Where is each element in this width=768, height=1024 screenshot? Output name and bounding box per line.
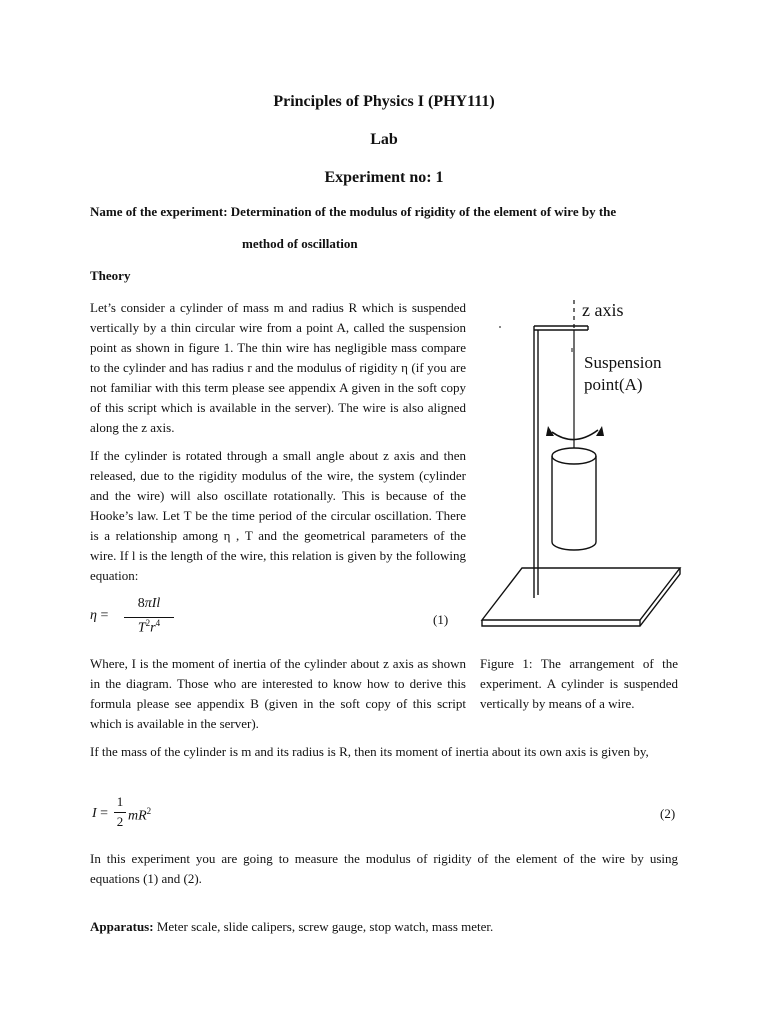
- theory-paragraph-3: Where, I is the moment of inertia of the cylinder about z axis as shown in the diagram. Those who are interested to know how to derive this formula please see appendix B (given in the soft copy of this script which is available in the server).: [90, 656, 466, 731]
- equation-2: I = 1 2 $mR^2$: [92, 794, 152, 829]
- theory-paragraph-2: If the cylinder is rotated through a small angle about z axis and then released, due to the rigidity modulus of the wire, the system (cylinder and the wire) will also oscillate rotationally. This is because of the Hooke’s law. Let T be the time period of the circular oscillation. There is a relationship among η , T and the geometrical parameters of the wire. If l is the length of the wire, this relation is given by the following equation:: [90, 448, 466, 583]
- experiment-name-line2: method of oscillation: [242, 236, 358, 251]
- equation-1: η = 8πIl $T^2r^4$: [90, 596, 210, 640]
- theory-paragraph-4: If the mass of the cylinder is m and its radius is R, then its moment of inertia about its own axis is given by,: [90, 744, 649, 759]
- equation-1-number: (1): [433, 612, 449, 627]
- theory-heading: Theory: [90, 268, 131, 283]
- suspension-label-line2: point(A): [584, 375, 643, 394]
- experiment-number: Experiment no: 1: [324, 169, 444, 186]
- lab-label: Lab: [370, 131, 398, 148]
- apparatus-label: Apparatus:: [90, 919, 154, 934]
- apparatus-text: Meter scale, slide calipers, screw gauge, stop watch, mass meter.: [153, 919, 494, 934]
- equation-2-number: (2): [660, 806, 676, 821]
- theory-paragraph-5: In this experiment you are going to measure the modulus of rigidity of the element of the wire by using equations (1) and (2).: [90, 851, 678, 886]
- course-title: Principles of Physics I (PHY111): [273, 93, 495, 110]
- experiment-name-line1: Name of the experiment: Determination of the modulus of rigidity of the element of wire by the: [90, 204, 617, 219]
- z-axis-label: z axis: [582, 300, 624, 320]
- figure-caption: Figure 1: The arrangement of the experiment. A cylinder is suspended vertically by means of a wire.: [480, 656, 678, 711]
- theory-paragraph-1: Let’s consider a cylinder of mass m and radius R which is suspended vertically by a thin circular wire from a point A, called the suspension point as shown in figure 1. The thin wire has negligible mass compare to the cylinder and has radius r and the modulus of rigidity η (if you are not familiar with this term please see appendix A given in the soft copy of this script which is available in the server). The wire is also aligned along the z axis.: [90, 300, 466, 435]
- experiment-diagram: [478, 292, 690, 638]
- suspension-label-line1: Suspension: [584, 353, 662, 372]
- apparatus-line: [90, 919, 493, 935]
